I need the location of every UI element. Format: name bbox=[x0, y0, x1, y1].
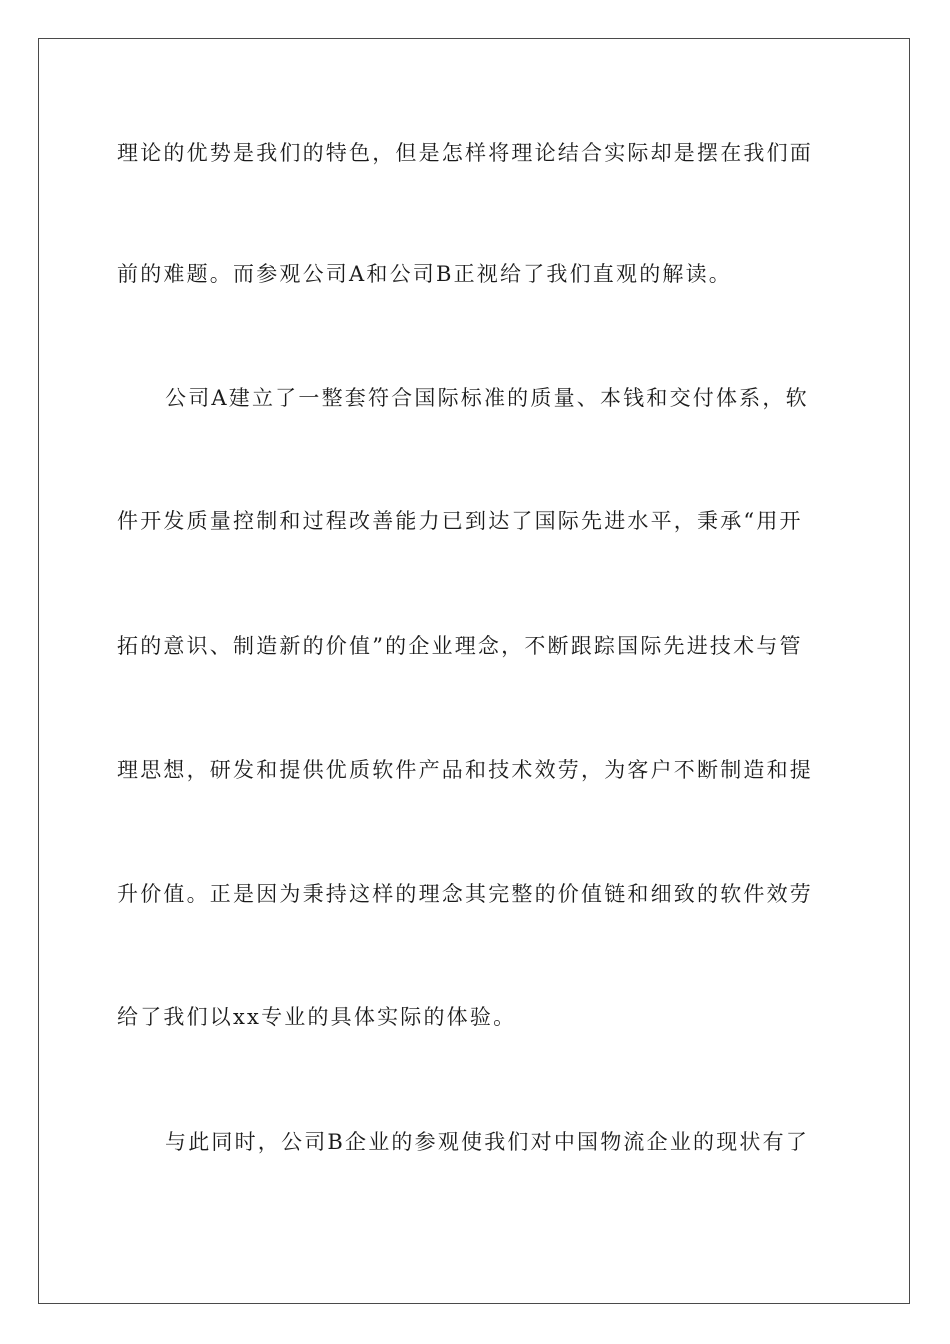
text-line-6: 理思想，研发和提供优质软件产品和技术效劳，为客户不断制造和提 bbox=[117, 758, 813, 782]
text-line-1: 理论的优势是我们的特色，但是怎样将理论结合实际却是摆在我们面 bbox=[117, 141, 813, 165]
text-line-8: 给了我们以xx专业的具体实际的体验。 bbox=[117, 1005, 517, 1029]
text-line-7: 升价值。正是因为秉持这样的理念其完整的价值链和细致的软件效劳 bbox=[117, 882, 813, 906]
text-line-5: 拓的意识、制造新的价值”的企业理念，不断跟踪国际先进技术与管 bbox=[117, 634, 803, 658]
text-line-2: 前的难题。而参观公司A和公司B正视给了我们直观的解读。 bbox=[117, 262, 732, 286]
text-line-4: 件开发质量控制和过程改善能力已到达了国际先进水平，秉承“用开 bbox=[117, 509, 803, 533]
page-border bbox=[38, 38, 910, 1304]
paragraph-3-line-1: 与此同时，公司B企业的参观使我们对中国物流企业的现状有了 bbox=[165, 1130, 810, 1154]
paragraph-2-line-1: 公司A建立了一整套符合国际标准的质量、本钱和交付体系，软 bbox=[165, 386, 809, 410]
